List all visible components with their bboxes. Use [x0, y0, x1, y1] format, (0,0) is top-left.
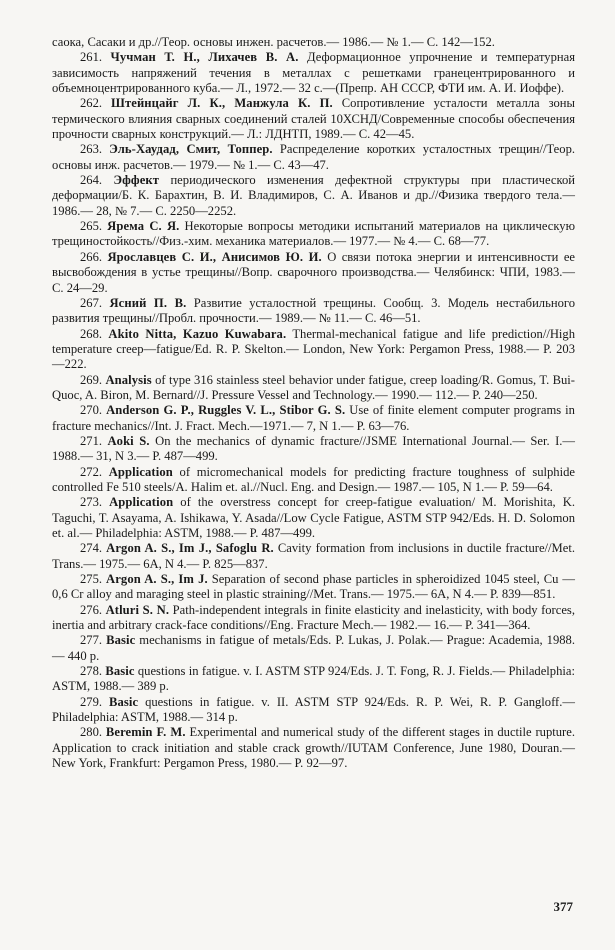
entry-text: Path-independent integrals in finite elasticity and inelasticity, with body forces, inertia and arbitrary crack-face conditions//Eng. Fracture Mech.— 1982.— 16.— P. 341—364.	[52, 602, 575, 633]
entry-number: 268.	[80, 326, 103, 341]
entry-author: Aoki S.	[107, 433, 150, 448]
entry-number: 270.	[80, 403, 103, 418]
entry-text: On the mechanics of dynamic fracture//JSME International Journal.— Ser. I.— 1988.— 31, N 3.— P. 487—499.	[52, 433, 576, 464]
page-number: 377	[553, 899, 573, 914]
entry-author: Эффект	[113, 173, 160, 188]
entry-number: 275.	[80, 572, 103, 587]
entry-author: Analysis	[105, 372, 152, 387]
entry-number: 266.	[80, 249, 103, 264]
entry-author: Argon A. S., Im J.	[106, 572, 208, 587]
entry-author: Akito Nitta, Kazuo Kuwabara.	[108, 326, 287, 341]
entry-author: Basic	[105, 664, 135, 679]
bibliography-entry	[52, 434, 575, 465]
entry-text: Use of finite element computer programs in fracture mechanics//Int. J. Fract. Mech.—1971.— 7, N 1.— P. 63—76.	[52, 403, 575, 433]
entry-number: 264.	[80, 173, 103, 188]
entry-text: of micromechanical models for predicting fracture toughness of sulphide controlled Fe 510 steels/A. Halim et. al.//Nucl. Eng. and Design.— 1987.— 105, N 1.— P. 59—64.	[52, 464, 575, 494]
entry-text: саока, Сасаки и др.//Теор. основы инжен. расчетов.— 1986.— № 1.— С. 142—152.	[52, 35, 495, 49]
entry-number: 274.	[80, 541, 103, 556]
entry-author: Basic	[106, 633, 136, 648]
entry-number: 279.	[80, 694, 103, 709]
entry-author: Anderson G. P., Ruggles V. L., Stibor G. S.	[106, 403, 346, 418]
bibliography-entry	[52, 603, 575, 634]
entry-number: 271.	[80, 433, 103, 448]
entry-author: Чучман Т. Н., Лихачев В. А.	[110, 50, 299, 65]
entry-author: Ярема С. Я.	[107, 219, 180, 234]
bibliography-list	[52, 35, 575, 772]
entry-number: 278.	[80, 664, 103, 679]
entry-number: 269.	[80, 372, 103, 387]
entry-number: 267.	[80, 295, 103, 310]
entry-author: Application	[108, 464, 173, 479]
entry-text: Некоторые вопросы методики испытаний материалов на циклическую трещиностойкость//Физ.-хим. механика материалов.— 1977.— № 4.— С. 68—77.	[52, 219, 575, 249]
bibliography-entry	[52, 664, 575, 695]
bibliography-entry	[52, 633, 575, 664]
entry-text: Сопротивление усталости металла зоны термического влияния сварных соединений сталей 10ХСНД/Современные способы обеспечения прочности сварных конструкций.— Л.: ЛДНТП, 1989.— С. 42—45.	[52, 96, 575, 142]
entry-text: Cavity formation from inclusions in ductile fracture//Met. Trans.— 1975.— 6A, N 4.— P. 825—837.	[52, 541, 575, 571]
bibliography-entry	[52, 35, 575, 50]
entry-author: Basic	[108, 694, 139, 709]
bibliography-entry	[52, 250, 575, 296]
bibliography-entry	[52, 96, 575, 142]
entry-author: Application	[109, 495, 174, 510]
bibliography-entry	[52, 142, 575, 173]
entry-number: 263.	[80, 142, 103, 157]
entry-text: Распределение коротких усталостных трещин//Теор. основы инж. расчетов.— 1979.— № 1.— С. 43—47.	[52, 142, 576, 172]
entry-author: Beremin F. M.	[105, 725, 186, 740]
bibliography-entry	[52, 695, 575, 726]
bibliography-entry	[52, 219, 575, 250]
entry-text: Separation of second phase particles in spheroidized 1045 steel, Cu — 0,6 Cr alloy and maraging steel in plastic straining//Met. Trans.— 1975.— 6A, N 4.— P. 839—851.	[52, 572, 575, 602]
bibliography-entry	[52, 50, 575, 96]
entry-number: 261.	[80, 50, 103, 65]
entry-number: 280.	[80, 725, 103, 740]
entry-text: mechanisms in fatigue of metals/Eds. P. Lukas, J. Polak.— Prague: Academia, 1988.— 440 p.	[52, 633, 575, 663]
entry-text: questions in fatigue. v. II. ASTM STP 924/Eds. R. P. Wei, R. P. Gangloff.— Philadelphia: ASTM, 1988.— 314 p.	[52, 694, 575, 725]
bibliography-entry	[52, 173, 575, 219]
bibliography-entry	[52, 725, 575, 771]
entry-author: Эль-Хаудад, Смит, Топпер.	[109, 142, 273, 157]
entry-text: периодического изменения дефектной структуры при пластической деформации/Б. К. Барахтин, В. И. Владимиров, С. А. Иванов и др.//Физика твердого тела.— 1986.— 28, № 7.— С. 2250—2252.	[52, 173, 575, 218]
entry-text: questions in fatigue. v. I. ASTM STP 924/Eds. J. T. Fong, R. J. Fields.— Philadelphia: ASTM, 1988.— 389 p.	[52, 664, 575, 694]
bibliography-entry	[52, 541, 575, 572]
bibliography-entry	[52, 403, 575, 434]
entry-number: 273.	[80, 495, 103, 510]
entry-text: Thermal-mechanical fatigue and life prediction//High temperature creep—fatigue/Ed. R. P. Skelton.— London, New York: Pergamon Press, 1988.— P. 203—222.	[52, 326, 576, 372]
entry-text: Experimental and numerical study of the different stages in ductile rupture. Application to crack initiation and stable crack growth//IUTAM Conference, June 1980, Douran.— New York, Frankfurt: Pergamon Press, 1980.— P. 92—97.	[52, 725, 575, 771]
bibliography-entry	[52, 296, 575, 327]
entry-author: Штейнцайг Л. К., Манжула К. П.	[111, 96, 333, 111]
bibliography-entry	[52, 465, 575, 496]
entry-number: 262.	[80, 96, 103, 111]
bibliography-entry	[52, 373, 575, 404]
entry-text: Деформационное упрочнение и температурная зависимость напряжений течения в металлах с решетками гранецентрированного и объемноцентрированного куба.— Л., 1972.— 32 с.—(Препр. АН СССР, ФТИ им. А. И. Иоффе).	[52, 50, 576, 96]
entry-text: Развитие усталостной трещины. Сообщ. 3. Модель нестабильного развития трещины//Пробл. прочности.— 1989.— № 11.— С. 46—51.	[52, 295, 576, 326]
entry-number: 265.	[80, 219, 103, 234]
entry-author: Atluri S. N.	[105, 602, 170, 617]
entry-text: О связи потока энергии и интенсивности ее высвобождения в устье трещины//Вопр. сварочного производства.— Челябинск: ЧПИ, 1983.— С. 24—29.	[52, 249, 575, 295]
entry-number: 277.	[80, 633, 103, 648]
entry-number: 272.	[80, 464, 103, 479]
entry-number: 276.	[80, 602, 103, 617]
entry-author: Ясний П. В.	[109, 295, 187, 310]
entry-author: Ярославцев С. И., Анисимов Ю. И.	[107, 249, 322, 264]
bibliography-entry	[52, 327, 575, 373]
bibliography-entry	[52, 572, 575, 603]
bibliography-entry	[52, 495, 575, 541]
entry-text: of the overstress concept for creep-fatigue evaluation/ M. Morishita, K. Taguchi, T. Asayama, A. Ishikawa, Y. Asada//Low Cycle Fatigue, ASTM STP 942/Eds. H. D. Solomon et. al.— Philadelphia: ASTM, 1988.— P. 487—499.	[52, 495, 575, 540]
entry-text: of type 316 stainless steel behavior under fatigue, creep loading/R. Gomus, T. Bui-Quoc, A. Biron, M. Bernard//J. Pressure Vessel and Technology.— 1990.— 112.— P. 240—250.	[52, 372, 576, 402]
entry-author: Argon A. S., Im J., Safoglu R.	[106, 541, 274, 556]
